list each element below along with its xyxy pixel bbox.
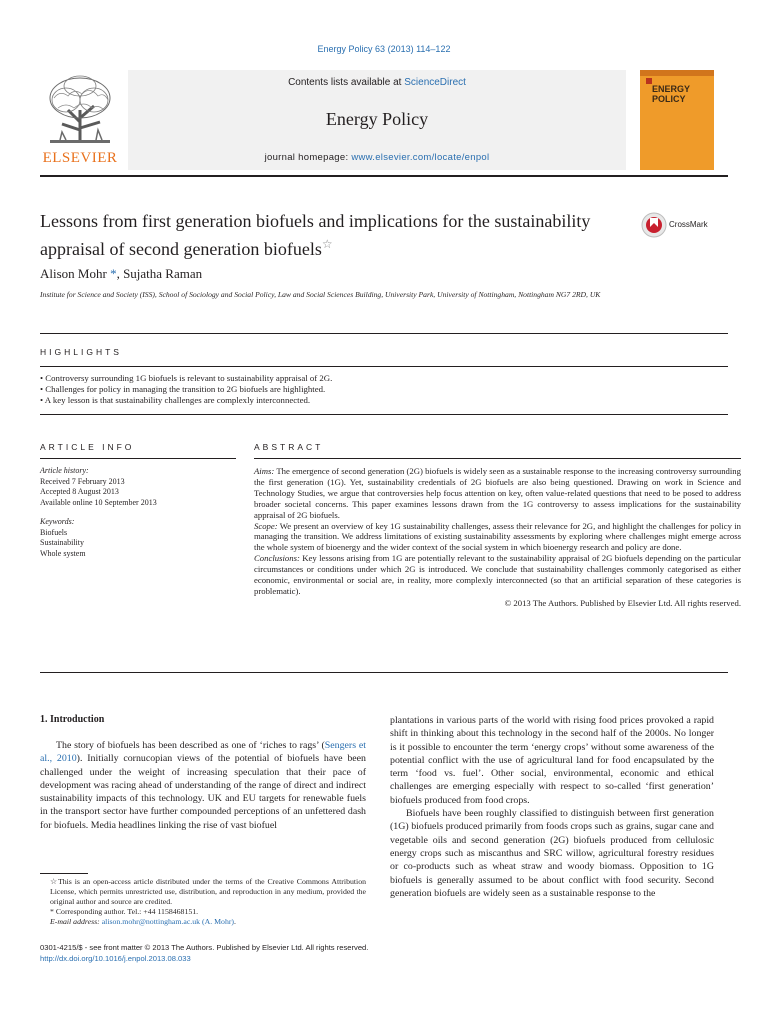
abstract-rule bbox=[254, 458, 741, 459]
p1-text-a: The story of biofuels has been described as one of ‘riches to rags’ ( bbox=[56, 740, 325, 751]
intro-paragraph-1-continued: plantations in various parts of the world with rising food prices provoked a rapid shift in thinking about this technology in the second half of the 2000s. No longer is it possible to encounter the term ‘energy crops’ without some awareness of the potential conflict with the use of agricultural land for food encapsulated by the term ‘food vs. fuel’. Other social, environmental, economic and ethical challenges are emerging especially with respect to so-called ‘first generation’ biofuels produced from food crops. bbox=[390, 715, 714, 806]
article-info-rule bbox=[40, 458, 236, 459]
footnote-star-mark: ☆ bbox=[50, 877, 58, 886]
abstract-heading: ABSTRACT bbox=[254, 442, 324, 452]
masthead-center bbox=[128, 70, 626, 170]
keyword: Biofuels bbox=[40, 527, 68, 537]
history-label: Article history: bbox=[40, 466, 89, 475]
affiliation: Institute for Science and Society (ISS), School of Sociology and Social Policy, Law and Social Sciences Building, University Park, University of Nottingham, Nottingham NG7 2RD, UK bbox=[40, 290, 601, 299]
footnote-rule bbox=[40, 873, 88, 874]
conclusions-text: Key lessons arising from 1G are potentially relevant to the sustainability appraisal of 2G biofuels depending on the particular circumstances or conditions under which 2G is introduced. We conclude that sustainability challenges commonly categorised as either economic, environmental or social are, in reality, more complexly interconnected (so that an artificial separation of these categories is problematic). bbox=[254, 553, 741, 596]
article-info-heading: ARTICLE INFO bbox=[40, 442, 135, 452]
cover-title bbox=[652, 84, 690, 104]
keyword: Whole system bbox=[40, 548, 86, 558]
email-label: E-mail address: bbox=[50, 917, 102, 926]
scope-text: We present an overview of key 1G sustainability challenges, assess their relevance for 2G, and highlight the challenges for policy in managing the transition. We address limitations of existing sustainability assessments by exploring where challenges might emerge across the whole system of bioenergy and the wider context of the social system in which bioenergy research and policy are done. bbox=[254, 520, 741, 553]
corresponding-author-mark[interactable]: * bbox=[110, 266, 117, 281]
cover-strip bbox=[640, 70, 714, 76]
journal-cover-thumbnail[interactable] bbox=[640, 70, 714, 170]
article-title bbox=[40, 210, 620, 261]
sengers-citation-link[interactable]: Sengers et al., 2010 bbox=[40, 740, 366, 765]
abstract-scope bbox=[254, 521, 741, 554]
footnote-open-access bbox=[40, 877, 366, 907]
sciencedirect-link[interactable]: ScienceDirect bbox=[404, 77, 466, 88]
doi-link[interactable]: http://dx.doi.org/10.1016/j.enpol.2013.08.033 bbox=[40, 954, 191, 963]
online-date: Available online 10 September 2013 bbox=[40, 497, 157, 507]
keyword: Sustainability bbox=[40, 538, 84, 547]
bottom-info bbox=[40, 942, 540, 964]
journal-masthead bbox=[40, 70, 728, 172]
email-end: . bbox=[234, 917, 236, 926]
journal-title: Energy Policy bbox=[325, 109, 429, 129]
highlights-heading: HIGHLIGHTS bbox=[40, 347, 122, 357]
keywords-label: Keywords: bbox=[40, 517, 75, 526]
highlight-item: • Challenges for policy in managing the transition to 2G biofuels are highlighted. bbox=[40, 384, 326, 394]
highlight-item: • Controversy surrounding 1G biofuels is relevant to sustainability appraisal of 2G. bbox=[40, 373, 333, 383]
issn-line: 0301-4215/$ - see front matter © 2013 The Authors. Published by Elsevier Ltd. All rights reserved. bbox=[40, 943, 369, 952]
highlights-bottom-rule bbox=[40, 414, 728, 415]
p1-text-b: ). Initially cornucopian views of the potential of biofuels have been challenged under the weight of increasing speculation that their pace of development was racing ahead of understanding of the range of direct and indirect sustainability impacts of this technology. UK and EU targets for renewable fuels in the transport sector have further compounded perceptions of an unfettered dash for biofuels. Media headlines linking the rise of vast biofuel bbox=[40, 753, 366, 831]
received-date: Received 7 February 2013 bbox=[40, 476, 125, 486]
aims-label: Aims: bbox=[254, 466, 275, 476]
intro-paragraph-1 bbox=[40, 739, 366, 832]
cover-title-line-2: POLICY bbox=[652, 94, 686, 104]
highlight-item: • A key lesson is that sustainability challenges are complexly interconnected. bbox=[40, 395, 311, 405]
abstract-body bbox=[254, 466, 741, 609]
abstract-conclusions bbox=[254, 553, 741, 597]
highlights-list bbox=[40, 373, 728, 406]
crossmark-icon bbox=[641, 212, 667, 238]
author-list bbox=[40, 266, 202, 282]
article-title-text: Lessons from first generation biofuels and implications for the sustainability appraisal of second generation biofuels bbox=[40, 211, 591, 259]
journal-citation[interactable]: Energy Policy 63 (2013) 114–122 bbox=[317, 44, 451, 54]
homepage-label: journal homepage: bbox=[264, 152, 352, 163]
crossmark-label: CrossMark bbox=[669, 220, 708, 229]
accepted-date: Accepted 8 August 2013 bbox=[40, 487, 119, 496]
masthead-rule bbox=[40, 175, 728, 177]
elsevier-wordmark: ELSEVIER bbox=[42, 150, 118, 166]
homepage-link[interactable]: www.elsevier.com/locate/enpol bbox=[351, 152, 490, 163]
email-link[interactable]: alison.mohr@nottingham.ac.uk (A. Mohr) bbox=[101, 917, 235, 926]
body-column-left bbox=[40, 714, 366, 832]
author-2[interactable]: Sujatha Raman bbox=[123, 266, 203, 281]
author-1[interactable]: Alison Mohr bbox=[40, 266, 107, 281]
footnote-email bbox=[40, 917, 366, 927]
abstract-bottom-rule bbox=[40, 672, 728, 673]
footnote-open-access-text: This is an open-access article distributed under the terms of the Creative Commons Attribution License, which permits unrestricted use, distribution, and reproduction in any medium, provided the original author and source are credited. bbox=[50, 877, 366, 906]
conclusions-label: Conclusions: bbox=[254, 553, 300, 564]
body-column-right bbox=[390, 714, 714, 900]
homepage-line bbox=[128, 152, 626, 163]
abstract-copyright: © 2013 The Authors. Published by Elsevier Ltd. All rights reserved. bbox=[504, 597, 741, 608]
intro-paragraph-2: Biofuels have been roughly classified to distinguish between first generation (1G) biofuels produced primarily from foods crops such as grains, sugar cane and vegetable oils and second generation (2G) biofuels produced from cellulosic energy crops such as miscanthus and SRC willow, agricultural forestry residues or co-products such as wheat straw and woody biomass. Opposition to 1G biofuels is generally assumed to be about conflict with food security. Second generation biofuels are widely seen as a sustainable response to the bbox=[390, 808, 714, 899]
aims-text: The emergence of second generation (2G) biofuels is widely seen as a sustainable response to the increasing controversy surrounding the first generation (1G). Yet, sustainability credentials of 2G biofuels are also being questioned. Drawing on work in Science and Technology Studies, we argue that controversies help focus attention on key, often value-related questions that need to be posed to address broader societal concerns. This paper examines lessons drawn from the 1G controversy to assess implications for the sustainability appraisal of 2G biofuels. bbox=[254, 466, 741, 520]
article-info bbox=[40, 466, 220, 559]
contents-line bbox=[128, 77, 626, 88]
scope-label: Scope: bbox=[254, 520, 278, 531]
abstract-aims bbox=[254, 466, 741, 521]
author-separator: , bbox=[116, 266, 124, 281]
contents-prefix: Contents lists available at bbox=[288, 77, 405, 88]
introduction-heading: 1. Introduction bbox=[40, 714, 105, 725]
crossmark-badge[interactable] bbox=[641, 212, 731, 242]
footnote-corresponding: * Corresponding author. Tel.: +44 1158468151. bbox=[50, 907, 199, 916]
cover-title-line-1: ENERGY bbox=[652, 84, 691, 94]
title-footnote-mark[interactable]: ☆ bbox=[321, 237, 333, 251]
footnotes bbox=[40, 877, 366, 927]
highlights-top-rule bbox=[40, 333, 728, 334]
highlights-inner-rule bbox=[40, 366, 728, 367]
